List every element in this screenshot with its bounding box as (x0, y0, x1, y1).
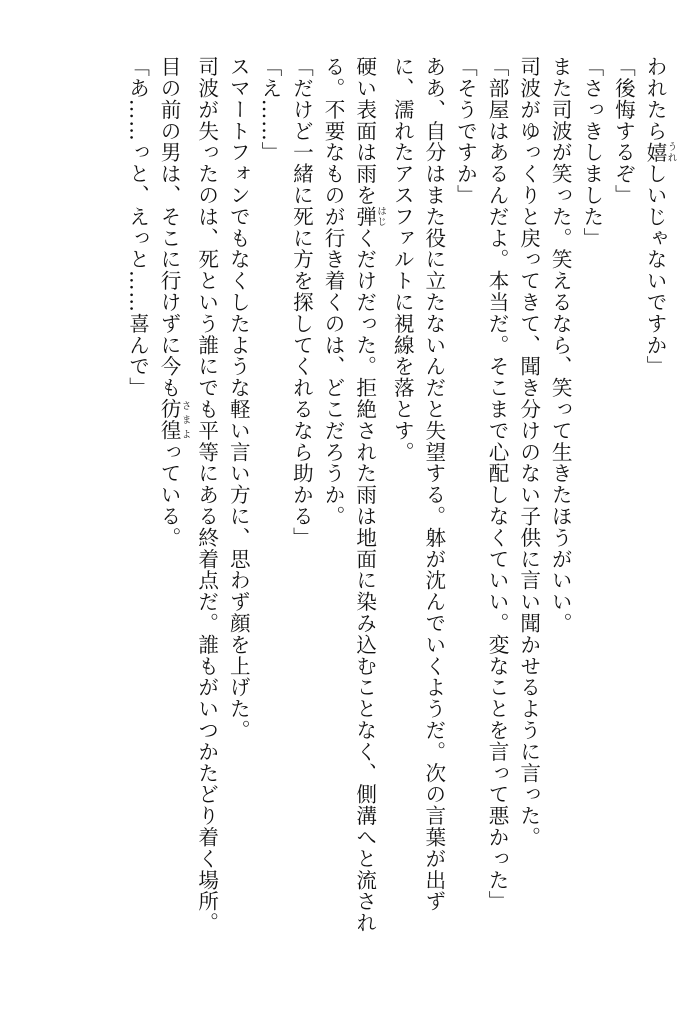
text-line-13: 「え……」 (257, 56, 282, 163)
text-line-7: 「そうですか」 (453, 56, 478, 206)
text-line-10 (348, 56, 386, 996)
ruby-word (157, 398, 191, 442)
text-segment: われたら (643, 56, 667, 142)
furigana: さまよ (179, 398, 191, 442)
text-line-4: また司波が笑った。笑えるなら、笑って生きたほうがいい。 (548, 56, 573, 634)
text-segment: しいじゃないですか」 (643, 163, 667, 378)
furigana: はじ (375, 205, 387, 228)
text-line-9: に、濡れたアスファルトに視線を落とす。 (390, 56, 415, 463)
text-segment: っている。 (157, 441, 182, 549)
ruby-word (352, 205, 387, 228)
text-line-1 (638, 56, 676, 996)
text-line-14: スマートフォンでもなくしたような軽い言い方に、思わず顔を上げた。 (226, 56, 251, 741)
text-segment: 硬い表面は雨を (352, 56, 377, 206)
text-line-16 (153, 56, 191, 996)
text-segment: 目の前の男は、そこに行けずに今も (157, 56, 182, 399)
text-segment: くだけだった。拒絶された雨は地面に染み込むことなく、側溝へと流され (352, 227, 377, 934)
text-line-8: ああ、自分はまた役に立たないんだと失望する。躰が沈んでいくようだ。次の言葉が出ず (421, 56, 446, 912)
ruby-word (643, 141, 677, 164)
text-line-5: 司波がゆっくりと戻ってきて、聞き分けのない子供に言い聞かせるように言った。 (516, 56, 541, 848)
text-line-17: 「あ……っと、えっと……喜んで」 (125, 56, 150, 399)
text-line-15: 司波が失ったのは、死という誰にでも平等にある終着点だ。誰もがいつかたどり着く場所。 (194, 56, 219, 934)
text-line-11: る。不要なものが行き着くのは、どこだろうか。 (321, 56, 346, 527)
furigana: うれ (665, 141, 677, 163)
text-line-6: 「部屋はあるんだよ。本当だ。そこまで心配しなくていい。変なことを言って悪かった」 (485, 56, 510, 912)
text-line-3: 「さっきしました」 (579, 56, 604, 249)
text-line-2: 「後悔するぞ」 (611, 56, 636, 206)
text-line-12: 「だけど一緒に死に方を探してくれるなら助かる」 (289, 56, 314, 549)
ruby-base: 弾 (352, 205, 377, 228)
vertical-text-body (121, 56, 676, 996)
ruby-base: 嬉 (643, 141, 667, 164)
ruby-base: 彷徨 (157, 398, 182, 442)
